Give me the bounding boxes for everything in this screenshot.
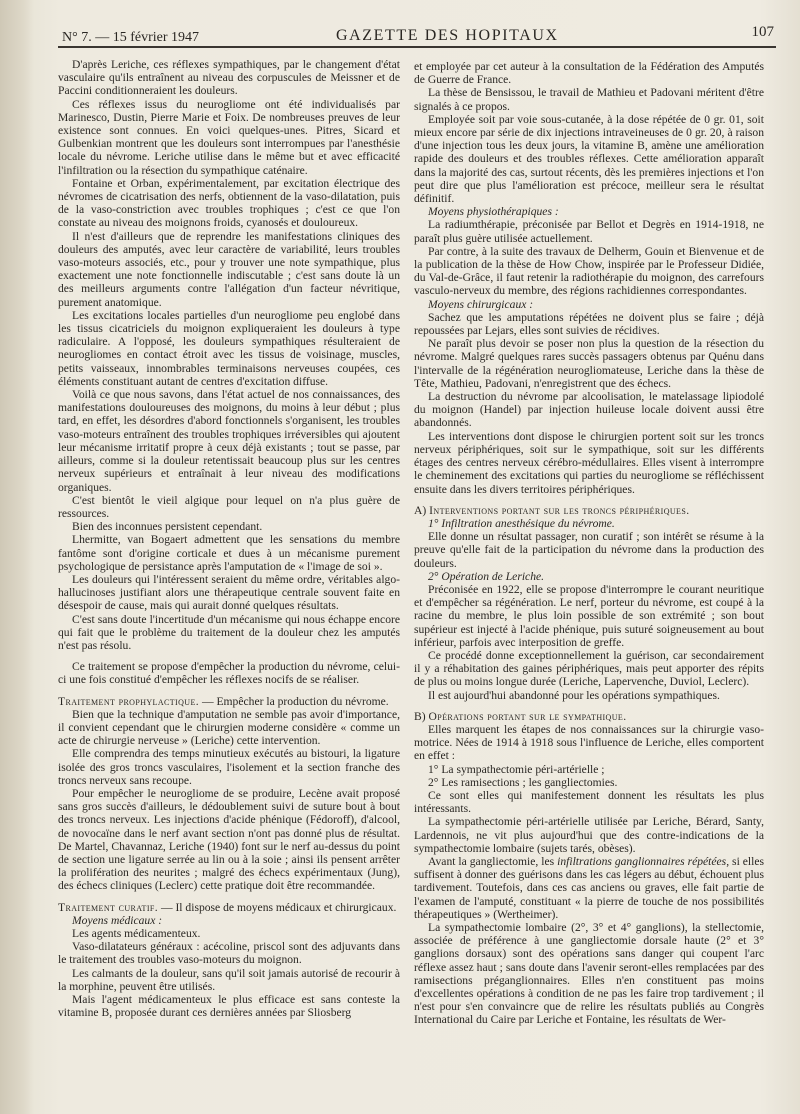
paragraph: Ces réflexes issus du neurogliome ont été individualisés par Marinesco, Dustin, Pierre Marie et Foix. De nombreuses preuves de leur existence sont connues. En voici quelques-unes. Pitres, Sicard et Gulbenkian montrent que les douleurs sont interrompues par l'anesthésie locale du névrome. Leriche utilise dans le même but et avec efficacité l'infiltration ou la résection du sympathique caténaire.	[58, 97, 400, 177]
paragraph: Lhermitte, van Bogaert admettent que les sensations du membre fantôme sont d'origine corticale et dues à un mécanisme purement psychologique de persistance après l'amputation de « l'image de soi ».	[58, 533, 400, 573]
column-left	[58, 58, 400, 1019]
paragraph: Avant la gangliectomie, les infiltrations ganglionnaires répétées, si elles suffisent à donner des guérisons dans les cas légers au début, échouent plus tardivement. Toutefois, dans ces cas anciens ou graves, elle fait partie de l'examen de l'amputé, constituant « la pierre de touche de nos possibilités thérapeutiques » (Wertheimer).	[414, 854, 764, 921]
paragraph: Les agents médicamenteux.	[72, 927, 201, 940]
page-header	[54, 18, 774, 48]
paragraph: La sympathectomie péri-artérielle utilisée par Leriche, Bérard, Santy, Lardennois, ne vit plus aujourd'hui que des contre-indications de la sympathectomie lombaire (sujets tarés, obèses).	[414, 815, 764, 855]
section-prophylactic	[58, 695, 400, 708]
paragraph: Par contre, à la suite des travaux de Delherm, Gouin et Bienvenue et de la publication de la thèse de How Chow, inspirée par le Professeur Didiée, du Val-de-Grâce, il faut retenir la radiothérapie du moignon, des carrefours vasculo-nerveux du membre, des régions rachidiennes correspondantes.	[414, 244, 764, 298]
paragraph: Bien que la technique d'amputation ne semble pas avoir d'importance, il convient cependant que le chirurgien moderne considère « comme un acte de chirurgie nerveuse » (Leriche) cette intervention.	[58, 707, 400, 748]
paragraph: Employée soit par voie sous-cutanée, à la dose répétée de 0 gr. 01, soit mieux encore par série de dix injections intraveineuses de 0 gr. 20, à raison d'une injection tous les deux jours, la vitamine B, amène une amélioration rapide des douleurs et des troubles réflexes. Cette amélioration apparaît dans la majorité des cas, surtout récents, dès les premières injections et l'on peut dire que plus l'amélioration est précoce, meilleur sera le résultat définitif.	[414, 112, 764, 206]
paragraph: Mais l'agent médicamenteux le plus efficace est sans conteste la vitamine B, proposée durant ces dernières années par Sliosberg	[58, 993, 400, 1020]
section-heading: Opérations portant sur le sympathique.	[428, 709, 627, 723]
paragraph: C'est sans doute l'incertitude d'un mécanisme qui nous échappe encore qui fait que le problème du traitement de la douleur chez les amputés n'est pas résolu.	[58, 612, 400, 652]
paragraph: Les excitations locales partielles d'un neurogliome peu englobé dans les tissus cicatriciels du moignon expliqueraient les douleurs à type radiculaire. A l'opposé, les douleurs sympathiques résulteraient de neurogliomes en contact étroit avec les tissus de voisinage, muscles, petits vaisseaux, innombrables terminaisons nerveuses coupées, ces éléments constituant autant de centres d'excitation diffuse.	[58, 308, 400, 388]
subheading: 2° Opération de Leriche.	[428, 569, 545, 583]
issue-number: N° 7. — 15 février 1947	[62, 30, 200, 45]
paragraph: Fontaine et Orban, expérimentalement, par excitation électrique des névromes de cicatrisation des nerfs, obtiennent de la vaso-dilatation, puis de la vaso-constriction avec troubles trophiques ; c'est ce que l'on constate au niveau des moignons froids, cyanosés et douloureux.	[58, 176, 400, 230]
section-heading: Traitement curatif.	[58, 900, 159, 914]
section-heading: Traitement prophylactique.	[58, 694, 200, 708]
paragraph: Les douleurs qui l'intéressent seraient du même ordre, véritables algo-hallucinoses justifiant alors une thérapeutique centrale souvent faite en désespoir de cause, mais qui aurait donné quelques résultats.	[58, 572, 400, 613]
paragraph: La thèse de Bensissou, le travail de Mathieu et Padovani méritent d'être signalés à ce propos.	[414, 86, 764, 113]
subheading: Moyens médicaux :	[72, 913, 163, 927]
list-item: 1° La sympathectomie péri-artérielle ;	[428, 762, 605, 776]
paragraph: Elle donne un résultat passager, non curatif ; son intérêt se résume à la preuve qu'elle fait de la participation du névrome dans la production des douleurs.	[414, 530, 764, 570]
paragraph: Pour empêcher le neurogliome de se produire, Lecène avait proposé sans gros succès d'ailleurs, le dédoublement suivi de suture bout à bout des troncs nerveux. Les injections d'acide phénique (Fédoroff), d'alcool, de novocaïne dans le nerf avant section n'ont pas donné plus de résultat. De Martel, Chavannaz, Leriche (1940) font sur le nerf au-dessus du point de section une ligature serrée au lin ou à la soie ; ainsi ils pensent arrêter la prolifération des neurites ; malgré des échecs expérimentaux (Jung), des échecs cliniques (Leclerc) cette pratique doit être recommandée.	[58, 786, 400, 893]
section-curative	[58, 901, 400, 914]
paragraph: La sympathectomie lombaire (2°, 3° et 4° ganglions), la stellectomie, associée de préférence à une gangliectomie dorsale haute (2° et 3° ganglions dorsaux) sont des opérations sans danger qui coupent l'arc réflexe assez haut ; sans doute dans l'avenir seront-elles remplacées par des ramisections préganglionnaires. Elles n'en constituent pas moins d'excellentes opérations à condition de ne pas les faire trop tardivement ; il n'est pour s'en convaincre que de relire les résultats publiés au Congrès International du Caire par Leriche et Fontaine, les résultats de Wer-	[414, 921, 764, 1027]
paragraph: et employée par cet auteur à la consultation de la Fédération des Amputés de Guerre de France.	[414, 60, 764, 87]
paragraph: Préconisée en 1922, elle se propose d'interrompre le courant neuritique et d'empêcher sa régénération. Le nerf, porteur du névrome, est coupé à la racine du membre, le plus loin possible de son extrémité ; son bout supérieur est injecté à l'acide phénique, puis suturé soigneusement au bout inférieur, parfois avec interposition de greffe.	[414, 582, 764, 649]
subheading: 1° Infiltration anesthésique du névrome.	[428, 516, 615, 530]
subheading: Moyens physiothérapiques :	[428, 205, 559, 219]
column-right	[414, 60, 764, 1027]
paragraph: Ce traitement se propose d'empêcher la production du névrome, celui-ci une fois constitué d'empêcher les réflexes nocifs de se réaliser.	[58, 660, 400, 687]
list-item: 2° Les ramisections ; les gangliectomies.	[428, 775, 618, 789]
paragraph: Ne paraît plus devoir se poser non plus la question de la résection du névrome. Malgré quelques rares succès passagers obtenus par Quénu dans l'intervalle de la régénération neurogliomateuse, Leriche dans la thèse de Tête, Mathieu, Padovani, n'enregistrent que des échecs.	[414, 337, 764, 390]
paragraph: D'après Leriche, ces réflexes sympathiques, par le changement d'état vasculaire qu'ils entraînent au niveau des corpuscules de Meissner et de Paccini conditionneraient les douleurs.	[58, 58, 400, 98]
section-heading: Interventions portant sur les troncs périphériques.	[429, 503, 690, 517]
paragraph: Elles marquent les étapes de nos connaissances sur la chirurgie vaso-motrice. Nées de 1914 à 1918 sous l'influence de Leriche, elles comportent en effet :	[414, 722, 764, 763]
paragraph: Ce sont elles qui manifestement donnent les résultats les plus intéressants.	[414, 788, 764, 816]
header-rule	[58, 46, 776, 48]
section-lead: — Il dispose de moyens médicaux et chirurgicaux.	[160, 900, 397, 914]
section-heading-a: A) Interventions portant sur les troncs périphériques.	[414, 503, 690, 517]
paragraph: Voilà ce que nous savons, dans l'état actuel de nos connaissances, des manifestations douloureuses des moignons, du moins à leur début ; plus tard, en effet, les désordres d'abord fonctionnels s'organisent, les troubles vaso-moteurs entraînent des troubles trophiques irréversibles qui ajoutent leur mécanisme irritatif propre à ceux déjà existants ; tout se passe, par ailleurs, comme si la douleur retentissait beaucoup plus sur les centres nerveux supérieurs et entraînait à leur niveau des modifications organiques.	[58, 388, 400, 494]
paragraph: Il n'est d'ailleurs que de reprendre les manifestations cliniques des douleurs des amputés, avec leur caractère de variabilité, leurs troubles vaso-moteurs associés, etc., pour y trouver une note sympathique, plus exactement une note fonctionnelle indiscutable ; c'est sans doute là un des meilleurs arguments contre l'allégation d'un facteur névritique, purement anatomique.	[58, 229, 400, 309]
paragraph: Vaso-dilatateurs généraux : acécoline, priscol sont des adjuvants dans le traitement des troubles vaso-moteurs du moignon.	[58, 940, 400, 967]
journal-title: GAZETTE DES HOPITAUX	[336, 27, 559, 44]
section-lead: — Empêcher la production du névrome.	[201, 694, 389, 708]
paragraph: Bien des inconnues persistent cependant.	[72, 520, 263, 534]
page-number: 107	[751, 24, 774, 40]
subheading: Moyens chirurgicaux :	[428, 297, 534, 311]
paragraph: La radiumthérapie, préconisée par Bellot et Degrès en 1914-1918, ne paraît plus guère utilisée actuellement.	[414, 218, 764, 245]
paragraph: Ce procédé donne exceptionnellement la guérison, car secondairement il y a réhabitation des gaines périphériques, mais peut apporter des répits de plus ou moins longue durée (Leriche, Lapervenche, Duviol, Leclerc).	[414, 648, 764, 689]
section-heading-b: B) Opérations portant sur le sympathique.	[414, 709, 627, 723]
paragraph: Sachez que les amputations répétées ne doivent plus se faire ; déjà repoussées par Lejars, elles sont suivies de récidives.	[414, 310, 764, 338]
paragraph: C'est bientôt le vieil algique pour lequel on n'a plus guère de ressources.	[58, 493, 400, 520]
paragraph: Elle comprendra des temps minutieux exécutés au bistouri, la ligature isolée des gros troncs vasculaires, l'isolement et la section franche des troncs nerveux sans recoupe.	[58, 747, 400, 787]
paragraph: Il est aujourd'hui abandonné pour les opérations sympathiques.	[428, 688, 720, 702]
paragraph: La destruction du névrome par alcoolisation, le matelassage lipiodolé du moignon (Handel) par injection huileuse locale doivent aussi être abandonnés.	[414, 390, 764, 430]
paragraph: Les calmants de la douleur, sans qu'il soit jamais autorisé de recourir à la morphine, peuvent être utilisés.	[58, 966, 400, 993]
paragraph: Les interventions dont dispose le chirurgien portent soit sur les troncs nerveux périphériques, soit sur le sympathique, soit sur les différents étages des centres nerveux cérébro-médullaires. Elles visent à interrompre le cheminement des excitations qui parties du neurogliome se réfléchissent ensuite dans les divers territoires périphériques.	[414, 429, 764, 496]
binding-shadow	[0, 0, 34, 1114]
